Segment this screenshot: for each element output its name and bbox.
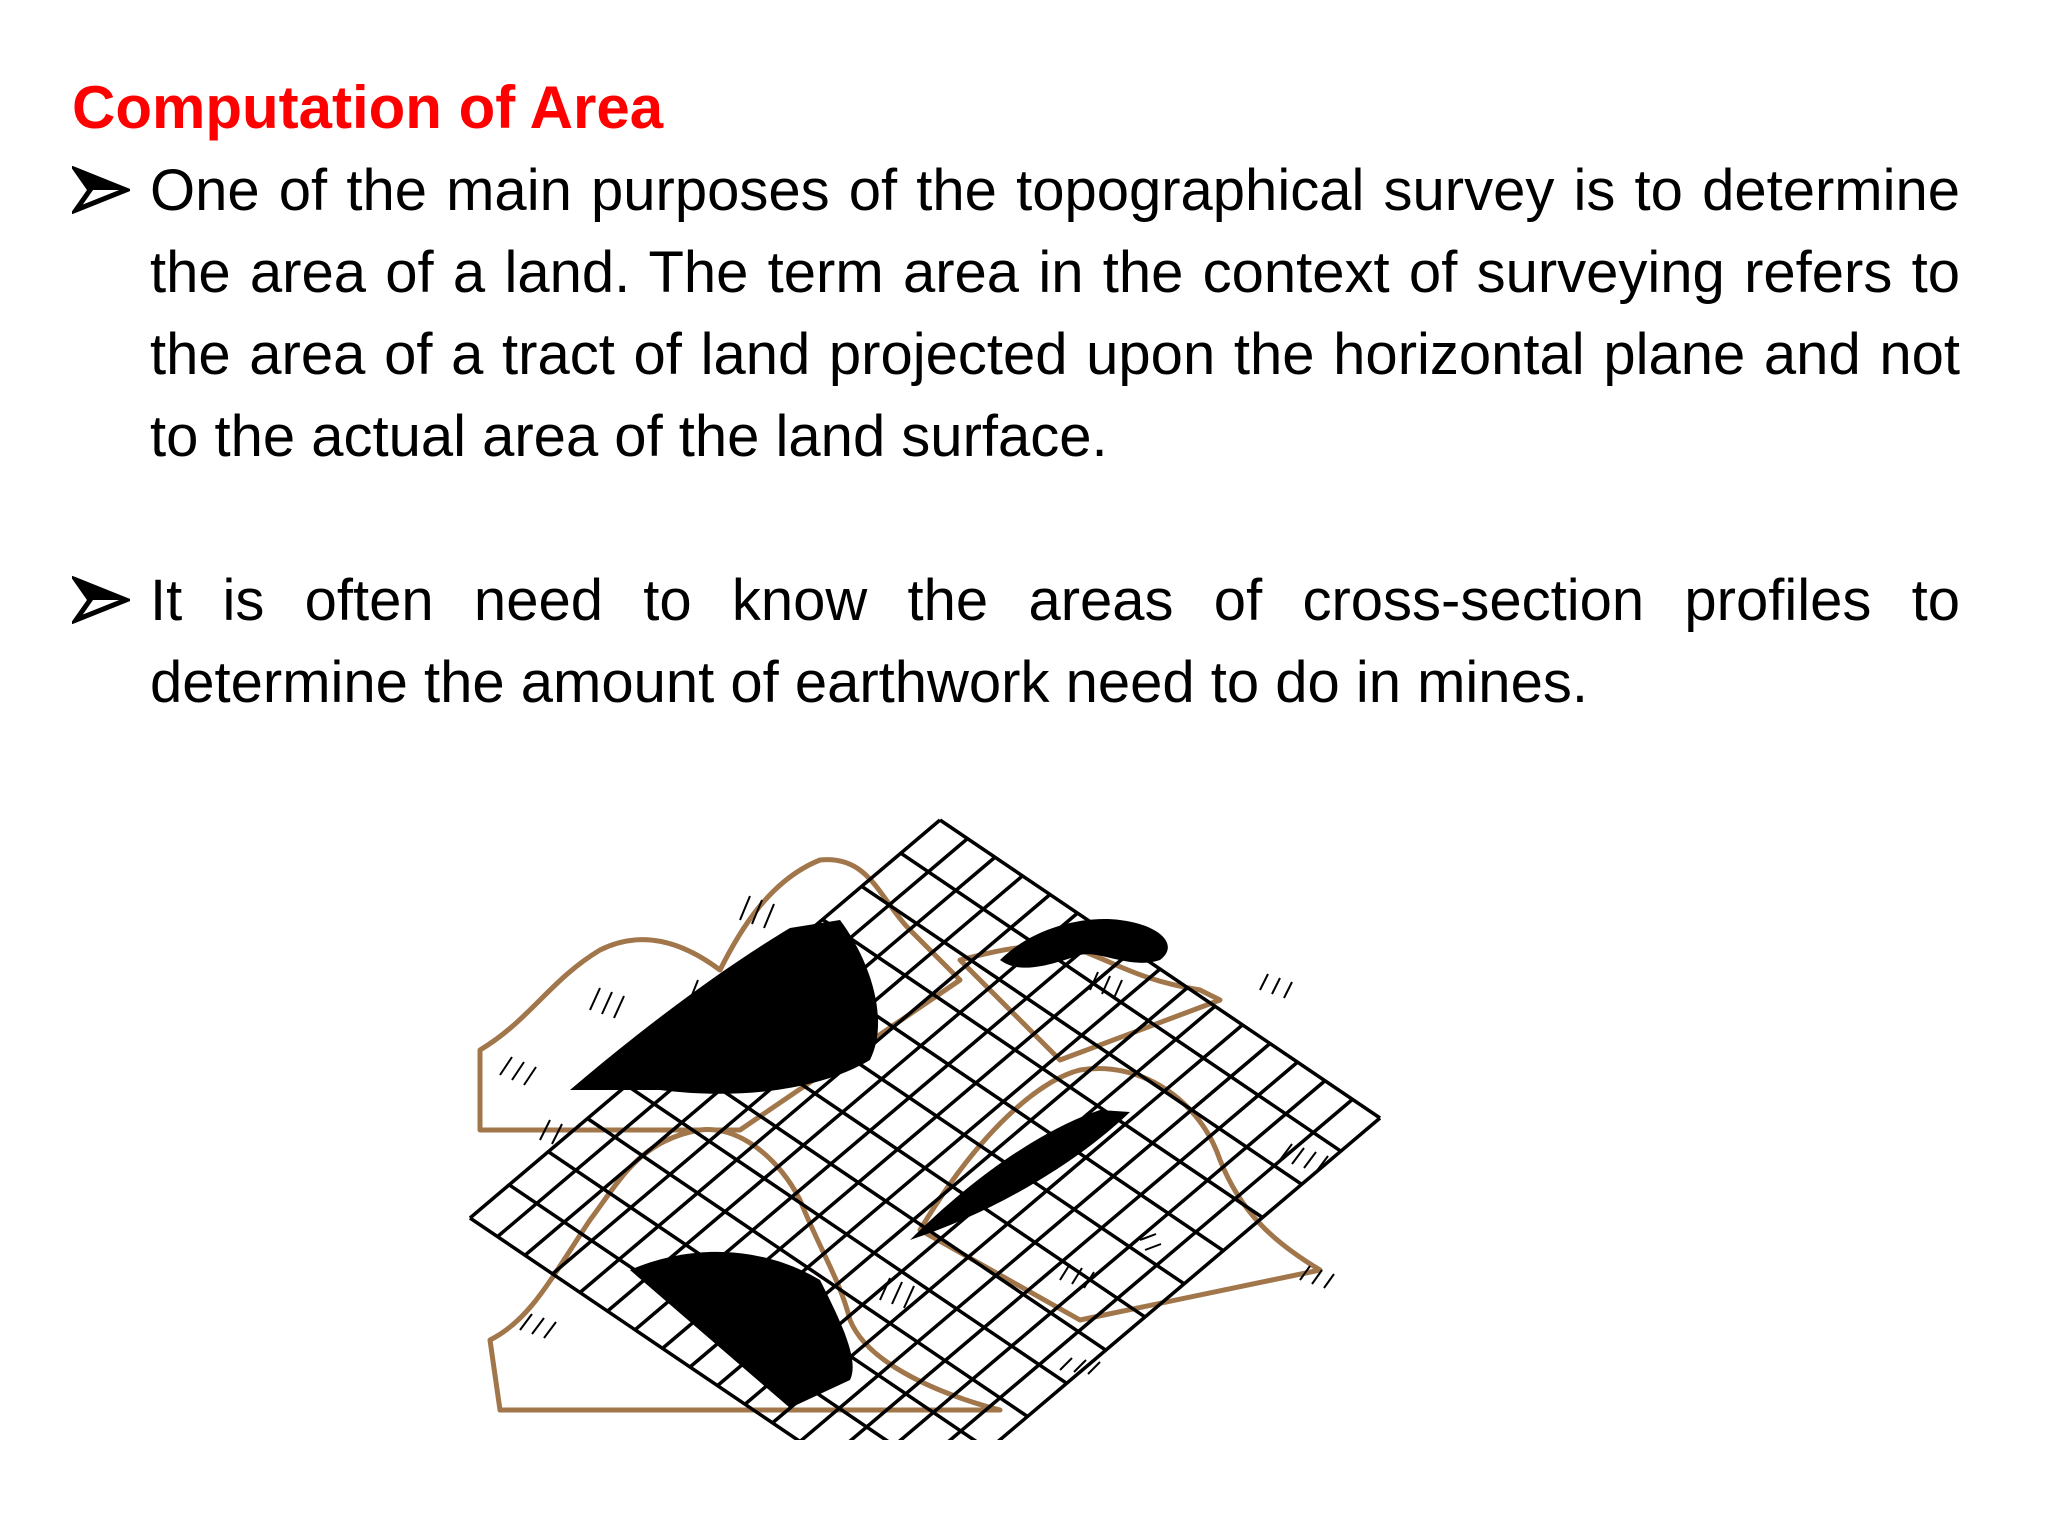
bullet-item [72,150,1960,478]
terrain-grid-svg [440,800,1400,1440]
bullet-text: It is often need to know the areas of cross-section profiles to determine the amount of earthwork need to do in mines. [150,568,1960,715]
arrow-bullet-icon [72,576,130,624]
slide-title: Computation of Area [72,74,664,141]
bullet-item [72,560,1960,724]
arrow-bullet-icon [72,166,130,214]
terrain-grid-illustration [440,800,1400,1440]
bullet-text: One of the main purposes of the topographical survey is to determine the area of a land. The term area in the context of surveying refers to the area of a tract of land projected upon the horizontal plane and not to the actual area of the land surface. [150,158,1960,469]
